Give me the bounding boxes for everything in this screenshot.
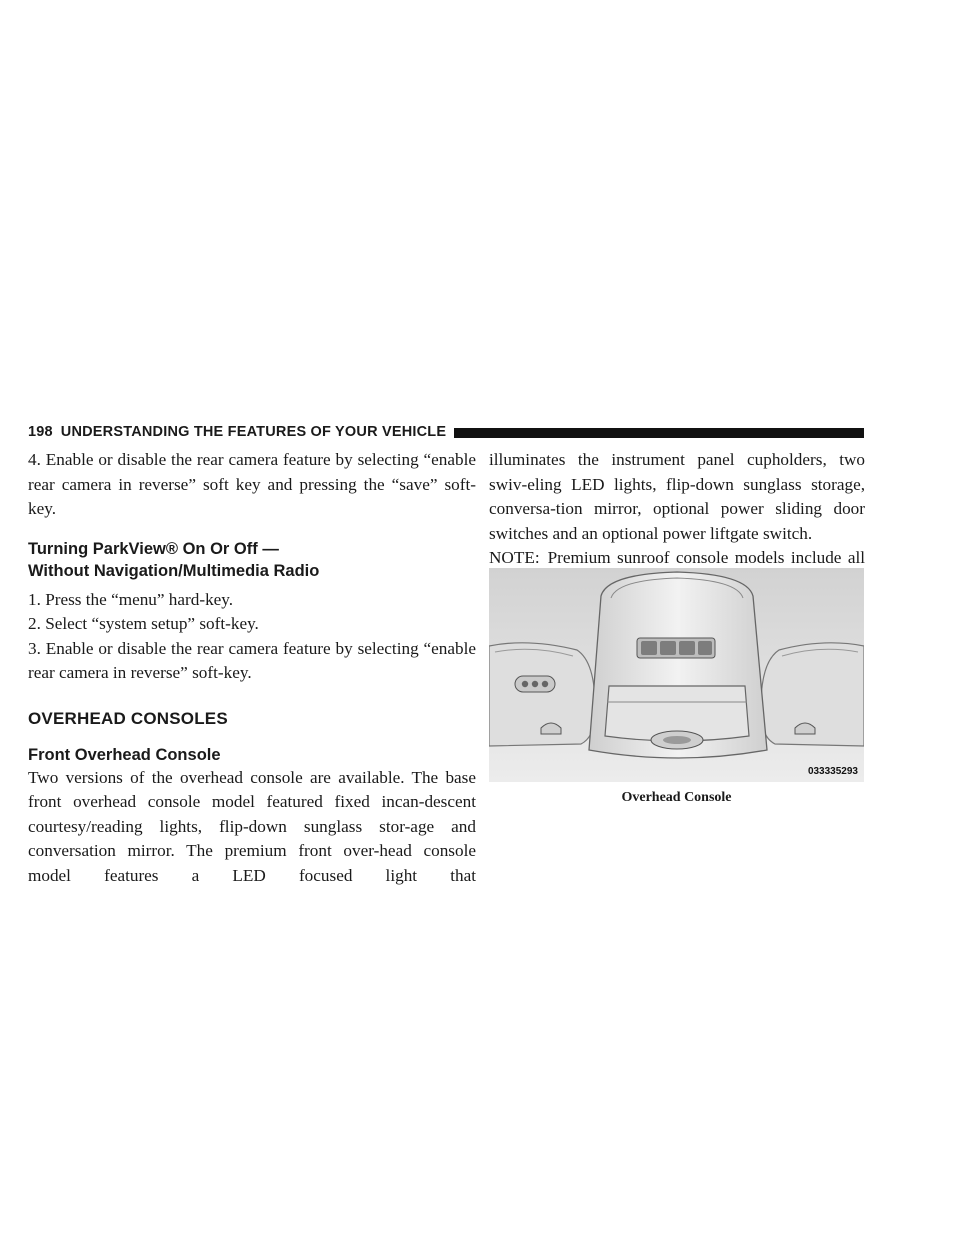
parkview-heading-line1: Turning ParkView® On Or Off —: [28, 539, 279, 558]
step-1: 1. Press the “menu” hard-key.: [28, 589, 234, 609]
header-rule: [454, 428, 864, 438]
left-column: [28, 448, 476, 888]
step-2: 2. Select “system setup” soft-key.: [28, 614, 259, 633]
front-overhead-console-heading: Front Overhead Console: [28, 745, 221, 764]
overhead-consoles-heading: OVERHEAD CONSOLES: [28, 708, 228, 728]
note-label: NOTE:: [489, 548, 540, 567]
continued-paragraph: illuminates the instrument panel cupholders, two swiv-eling LED lights, flip-down sunglass storage, conversa-tion mirror, optional power sliding door switches and an optional power liftgate switch.: [489, 450, 865, 543]
overhead-console-illustration: [489, 568, 864, 782]
figure-code: 033335293: [807, 766, 858, 777]
step-3: 3. Enable or disable the rear camera feature by selecting “enable rear camera in reverse” soft-key.: [28, 638, 476, 682]
overhead-console-figure: [489, 568, 864, 782]
figure-caption: Overhead Console: [621, 790, 732, 805]
page-header: [28, 412, 864, 440]
parkview-heading: [28, 538, 476, 582]
page-number: 198: [28, 423, 53, 440]
note-text: Premium sunroof console models include all: [547, 548, 865, 567]
front-console-paragraph: Two versions of the overhead console are available. The base front overhead console model featured fixed incan-descent courtesy/reading lights, flip-down sunglass stor-age and conversation mirror. The premium front over-head console model features a LED focused light that: [28, 767, 476, 885]
parkview-heading-line2: Without Navigation/Multimedia Radio: [28, 561, 320, 580]
step-4-paragraph: 4. Enable or disable the rear camera feature by selecting “enable rear camera in reverse” soft key and pressing the “save” soft-key.: [28, 450, 476, 518]
section-title: UNDERSTANDING THE FEATURES OF YOUR VEHICLE: [60, 423, 447, 440]
